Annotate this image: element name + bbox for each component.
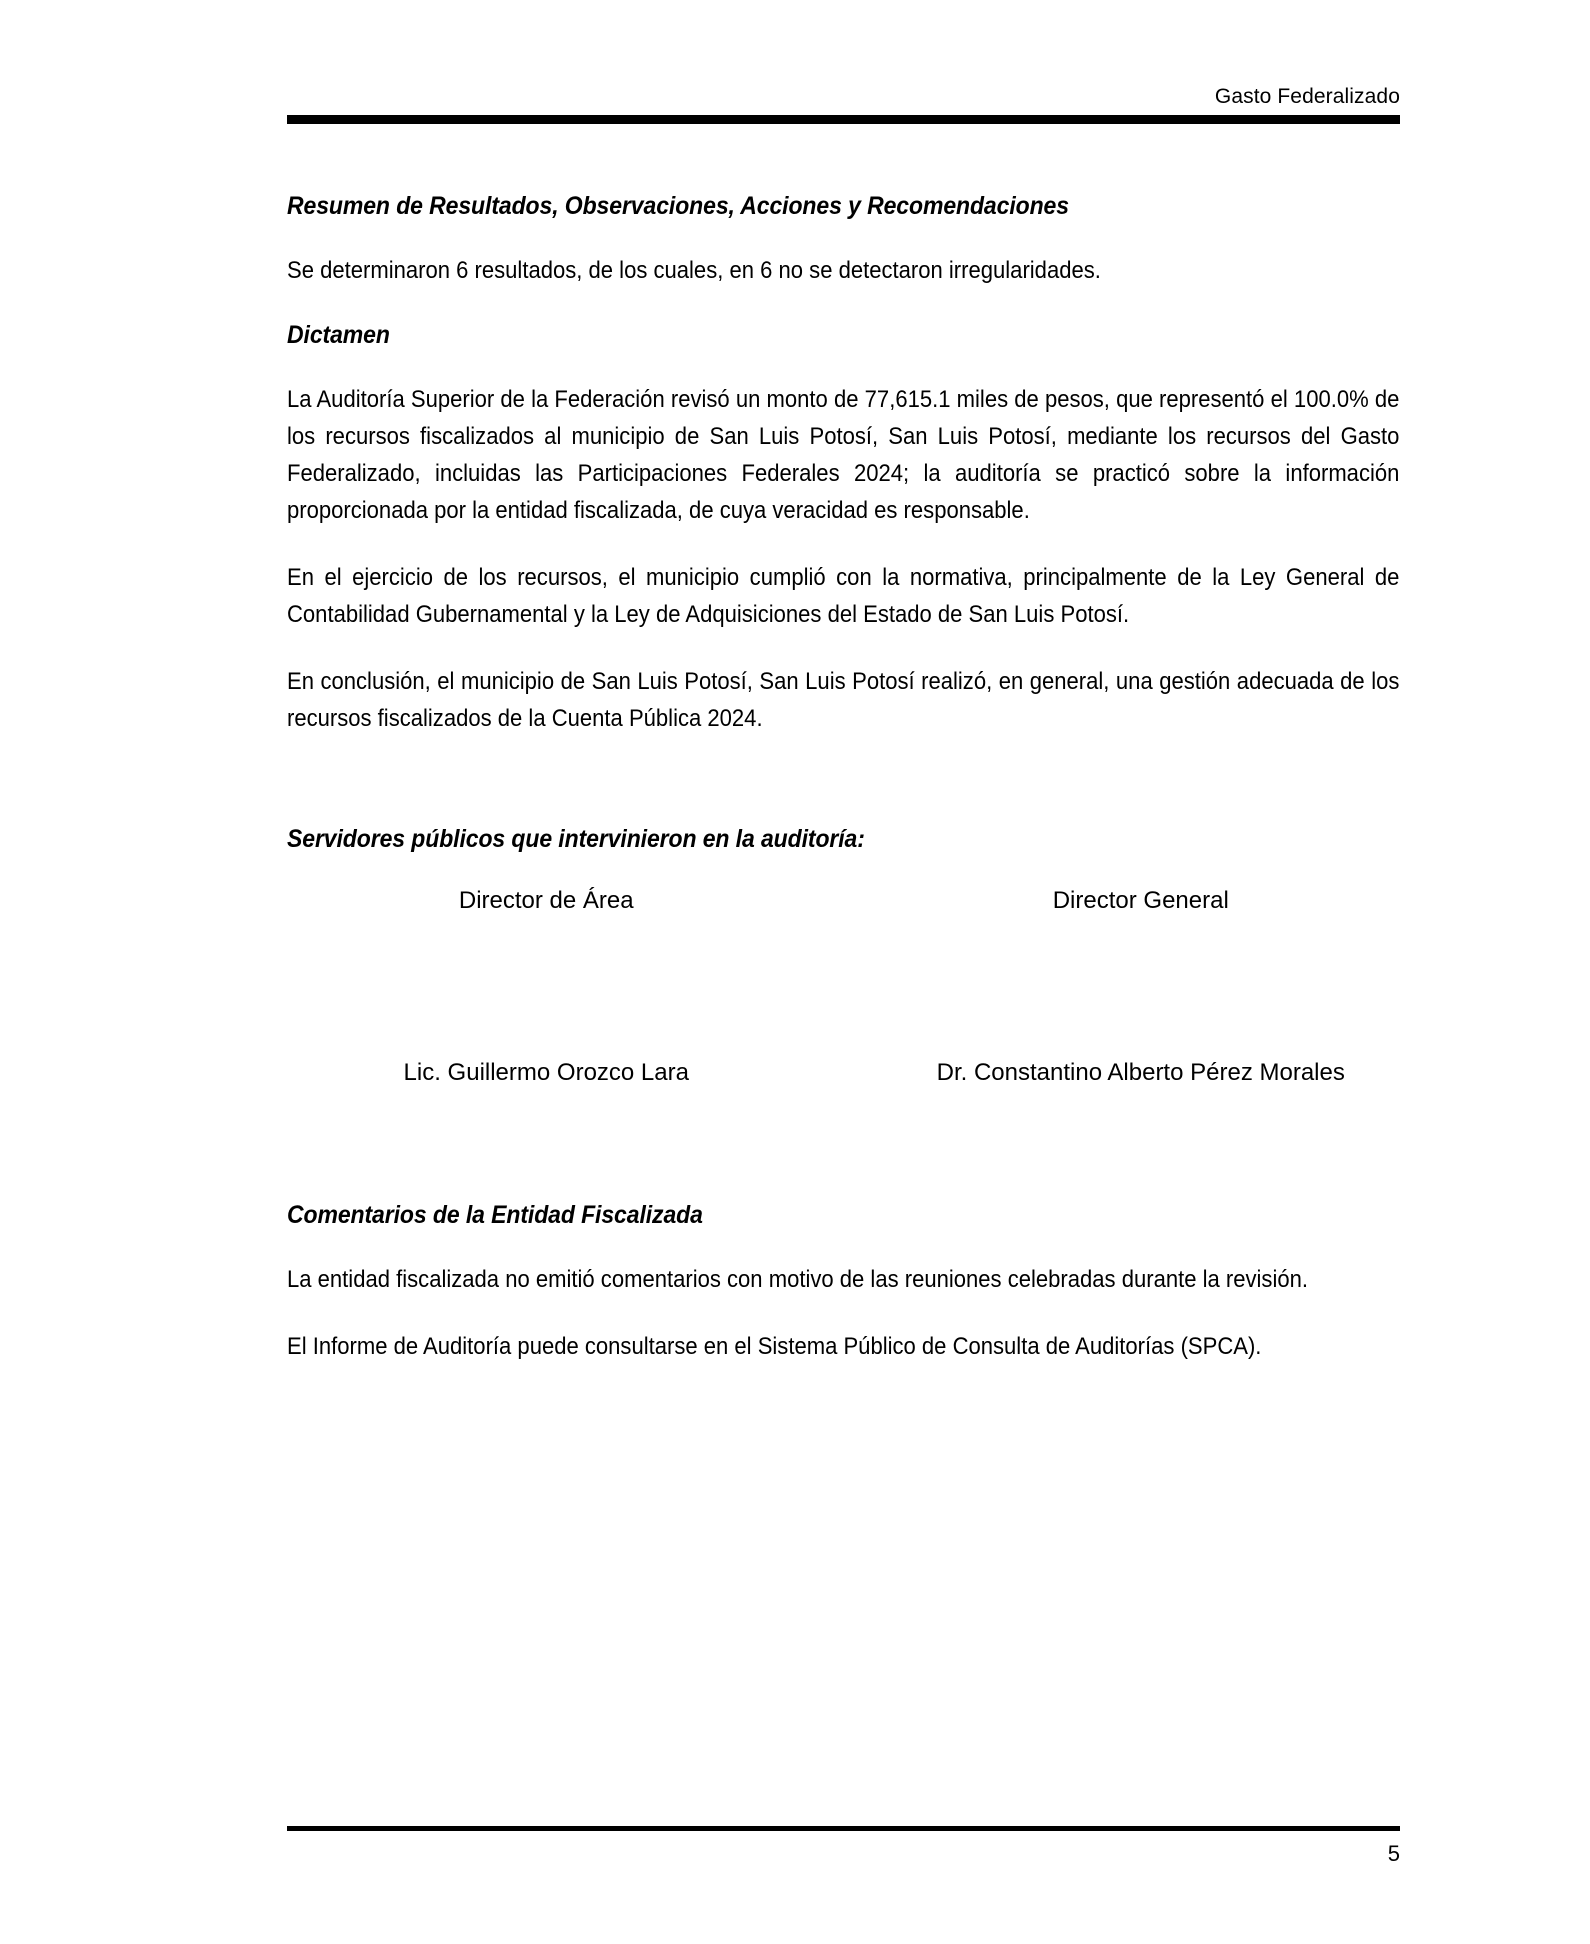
heading-resumen-resultados: Resumen de Resultados, Observaciones, Acciones y Recomendaciones: [287, 192, 1069, 220]
signature-role-director-de-area: Director de Área: [458, 887, 634, 914]
signature-role-director-general: Director General: [1052, 887, 1229, 914]
page-footer: [287, 1826, 1400, 1869]
signature-block: [287, 885, 1400, 1089]
page-number: 5: [1387, 1841, 1400, 1866]
signature-roles-row: [287, 885, 1400, 917]
signature-space: [287, 917, 1400, 1057]
heading-dictamen: Dictamen: [287, 321, 390, 349]
header-divider: [287, 115, 1400, 124]
footer-divider: [287, 1826, 1400, 1831]
page-header: [287, 84, 1400, 124]
signature-name-director-general: Dr. Constantino Alberto Pérez Morales: [936, 1059, 1345, 1086]
paragraph-dictamen-normativa: En el ejercicio de los recursos, el municipio cumplió con la normativa, principalmente de la Ley General de Contabilidad Gubernamental y la Ley de Adquisiciones del Estado de San Luis Potosí.: [287, 564, 1400, 628]
signature-names-row: [287, 1057, 1400, 1089]
document-body: [287, 190, 1400, 1365]
signature-name-director-de-area: Lic. Guillermo Orozco Lara: [403, 1059, 689, 1086]
paragraph-resumen-resultados: Se determinaron 6 resultados, de los cuales, en 6 no se detectaron irregularidades.: [287, 257, 1101, 284]
paragraph-dictamen-monto: La Auditoría Superior de la Federación revisó un monto de 77,615.1 miles de pesos, que representó el 100.0% de los recursos fiscalizados al municipio de San Luis Potosí, San Luis Potosí, mediante los recursos del Gasto Federalizado, incluidas las Participaciones Federales 2024; la auditoría se practicó sobre la información proporcionada por la entidad fiscalizada, de cuya veracidad es responsable.: [287, 386, 1400, 524]
paragraph-dictamen-conclusion: En conclusión, el municipio de San Luis Potosí, San Luis Potosí realizó, en general, una gestión adecuada de los recursos fiscalizados de la Cuenta Pública 2024.: [287, 668, 1400, 732]
spacer-before-comentarios: [287, 1089, 1400, 1199]
paragraph-comentarios-spca: El Informe de Auditoría puede consultarse en el Sistema Público de Consulta de Auditorías (SPCA).: [287, 1333, 1262, 1360]
paragraph-comentarios-sin-comentarios: La entidad fiscalizada no emitió comentarios con motivo de las reuniones celebradas durante la revisión.: [287, 1266, 1309, 1293]
spacer-before-signatures: [287, 767, 1400, 823]
heading-servidores-publicos: Servidores públicos que intervinieron en la auditoría:: [287, 825, 865, 853]
header-title: Gasto Federalizado: [1214, 85, 1400, 108]
heading-comentarios-entidad: Comentarios de la Entidad Fiscalizada: [287, 1201, 703, 1229]
